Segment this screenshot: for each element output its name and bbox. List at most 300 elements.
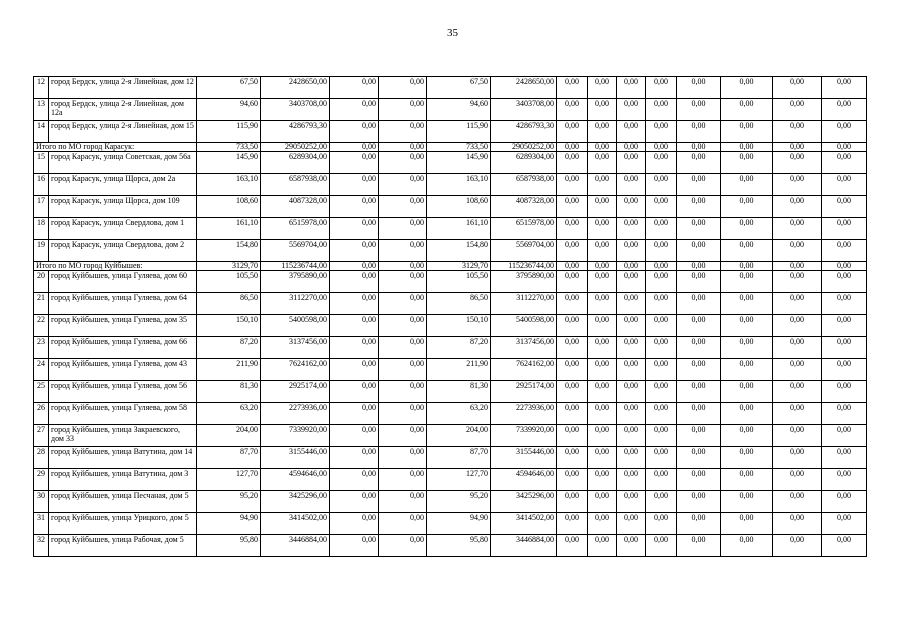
value-cell: 81,30 xyxy=(197,381,261,403)
address-cell: город Куйбышев, улица Гуляева, дом 35 xyxy=(49,315,197,337)
value-cell: 0,00 xyxy=(646,271,677,293)
value-cell: 3414502,00 xyxy=(261,513,330,535)
value-cell: 105,50 xyxy=(197,271,261,293)
value-cell: 0,00 xyxy=(773,271,822,293)
value-cell: 0,00 xyxy=(557,403,588,425)
value-cell: 0,00 xyxy=(773,152,822,174)
value-cell: 0,00 xyxy=(617,315,646,337)
value-cell: 0,00 xyxy=(557,271,588,293)
value-cell: 127,70 xyxy=(197,469,261,491)
value-cell: 0,00 xyxy=(588,218,617,240)
value-cell: 0,00 xyxy=(588,271,617,293)
value-cell: 2925174,00 xyxy=(261,381,330,403)
value-cell: 95,20 xyxy=(197,491,261,513)
value-cell: 0,00 xyxy=(379,403,427,425)
row-number: 32 xyxy=(34,535,49,557)
value-cell: 87,70 xyxy=(197,447,261,469)
value-cell: 0,00 xyxy=(773,469,822,491)
address-cell: город Карасук, улица Советская, дом 56а xyxy=(49,152,197,174)
value-cell: 0,00 xyxy=(557,513,588,535)
value-cell: 0,00 xyxy=(330,99,379,121)
value-cell: 7339920,00 xyxy=(491,425,557,447)
value-cell: 0,00 xyxy=(677,469,721,491)
value-cell: 0,00 xyxy=(721,262,773,271)
value-cell: 0,00 xyxy=(617,174,646,196)
value-cell: 3403708,00 xyxy=(491,99,557,121)
value-cell: 0,00 xyxy=(557,77,588,99)
value-cell: 0,00 xyxy=(646,99,677,121)
value-cell: 161,10 xyxy=(427,218,491,240)
value-cell: 0,00 xyxy=(721,240,773,262)
value-cell: 0,00 xyxy=(646,403,677,425)
value-cell: 115236744,00 xyxy=(491,262,557,271)
value-cell: 0,00 xyxy=(588,535,617,557)
value-cell: 0,00 xyxy=(646,121,677,143)
table-row xyxy=(34,535,867,557)
value-cell: 0,00 xyxy=(379,293,427,315)
value-cell: 0,00 xyxy=(617,403,646,425)
value-cell: 0,00 xyxy=(677,491,721,513)
row-number: 27 xyxy=(34,425,49,447)
value-cell: 0,00 xyxy=(330,240,379,262)
value-cell: 0,00 xyxy=(822,99,867,121)
row-number: 12 xyxy=(34,77,49,99)
value-cell: 2273936,00 xyxy=(491,403,557,425)
value-cell: 0,00 xyxy=(617,271,646,293)
address-cell: город Куйбышев, улица Гуляева, дом 56 xyxy=(49,381,197,403)
value-cell: 0,00 xyxy=(617,218,646,240)
value-cell: 0,00 xyxy=(721,174,773,196)
value-cell: 0,00 xyxy=(721,513,773,535)
value-cell: 63,20 xyxy=(427,403,491,425)
value-cell: 0,00 xyxy=(677,513,721,535)
value-cell: 0,00 xyxy=(379,447,427,469)
value-cell: 0,00 xyxy=(617,152,646,174)
value-cell: 3403708,00 xyxy=(261,99,330,121)
address-cell: город Карасук, улица Свердлова, дом 2 xyxy=(49,240,197,262)
value-cell: 0,00 xyxy=(773,262,822,271)
value-cell: 0,00 xyxy=(379,99,427,121)
value-cell: 6587938,00 xyxy=(491,174,557,196)
value-cell: 0,00 xyxy=(677,218,721,240)
value-cell: 0,00 xyxy=(822,196,867,218)
value-cell: 0,00 xyxy=(617,469,646,491)
value-cell: 0,00 xyxy=(330,121,379,143)
value-cell: 0,00 xyxy=(588,174,617,196)
total-label: Итого по МО город Карасук: xyxy=(34,143,197,152)
value-cell: 0,00 xyxy=(330,152,379,174)
value-cell: 0,00 xyxy=(646,535,677,557)
value-cell: 0,00 xyxy=(646,315,677,337)
value-cell: 4594646,00 xyxy=(491,469,557,491)
value-cell: 0,00 xyxy=(677,99,721,121)
value-cell: 0,00 xyxy=(557,196,588,218)
value-cell: 0,00 xyxy=(677,315,721,337)
total-label: Итого по МО город Куйбышев: xyxy=(34,262,197,271)
value-cell: 0,00 xyxy=(557,240,588,262)
value-cell: 2273936,00 xyxy=(261,403,330,425)
table-row xyxy=(34,403,867,425)
value-cell: 0,00 xyxy=(646,77,677,99)
row-number: 24 xyxy=(34,359,49,381)
value-cell: 0,00 xyxy=(721,447,773,469)
value-cell: 0,00 xyxy=(773,240,822,262)
value-cell: 0,00 xyxy=(557,535,588,557)
value-cell: 0,00 xyxy=(773,425,822,447)
value-cell: 4594646,00 xyxy=(261,469,330,491)
address-cell: город Карасук, улица Щорса, дом 109 xyxy=(49,196,197,218)
value-cell: 3129,70 xyxy=(197,262,261,271)
value-cell: 0,00 xyxy=(646,381,677,403)
total-row xyxy=(34,262,867,271)
value-cell: 0,00 xyxy=(773,381,822,403)
value-cell: 0,00 xyxy=(617,535,646,557)
value-cell: 0,00 xyxy=(330,218,379,240)
value-cell: 63,20 xyxy=(197,403,261,425)
value-cell: 3414502,00 xyxy=(491,513,557,535)
table-row xyxy=(34,121,867,143)
value-cell: 0,00 xyxy=(379,152,427,174)
value-cell: 2428650,00 xyxy=(261,77,330,99)
value-cell: 0,00 xyxy=(822,77,867,99)
value-cell: 0,00 xyxy=(617,359,646,381)
value-cell: 0,00 xyxy=(822,359,867,381)
value-cell: 0,00 xyxy=(617,240,646,262)
row-number: 14 xyxy=(34,121,49,143)
value-cell: 0,00 xyxy=(557,293,588,315)
value-cell: 0,00 xyxy=(330,359,379,381)
value-cell: 0,00 xyxy=(773,293,822,315)
row-number: 31 xyxy=(34,513,49,535)
value-cell: 0,00 xyxy=(557,99,588,121)
value-cell: 0,00 xyxy=(677,447,721,469)
value-cell: 733,50 xyxy=(427,143,491,152)
row-number: 18 xyxy=(34,218,49,240)
value-cell: 0,00 xyxy=(379,513,427,535)
value-cell: 95,80 xyxy=(197,535,261,557)
value-cell: 0,00 xyxy=(646,262,677,271)
value-cell: 108,60 xyxy=(427,196,491,218)
value-cell: 0,00 xyxy=(721,535,773,557)
value-cell: 0,00 xyxy=(379,174,427,196)
value-cell: 0,00 xyxy=(822,271,867,293)
row-number: 16 xyxy=(34,174,49,196)
value-cell: 5569704,00 xyxy=(491,240,557,262)
value-cell: 0,00 xyxy=(588,315,617,337)
value-cell: 0,00 xyxy=(822,240,867,262)
value-cell: 7339920,00 xyxy=(261,425,330,447)
row-number: 29 xyxy=(34,469,49,491)
value-cell: 0,00 xyxy=(330,447,379,469)
value-cell: 150,10 xyxy=(427,315,491,337)
value-cell: 0,00 xyxy=(379,315,427,337)
row-number: 30 xyxy=(34,491,49,513)
value-cell: 0,00 xyxy=(617,143,646,152)
table-row xyxy=(34,271,867,293)
value-cell: 0,00 xyxy=(379,359,427,381)
value-cell: 0,00 xyxy=(557,491,588,513)
value-cell: 0,00 xyxy=(822,315,867,337)
row-number: 15 xyxy=(34,152,49,174)
value-cell: 0,00 xyxy=(379,491,427,513)
value-cell: 0,00 xyxy=(677,381,721,403)
value-cell: 0,00 xyxy=(588,513,617,535)
value-cell: 0,00 xyxy=(646,293,677,315)
value-cell: 0,00 xyxy=(557,143,588,152)
table-row xyxy=(34,447,867,469)
value-cell: 0,00 xyxy=(617,491,646,513)
value-cell: 0,00 xyxy=(646,143,677,152)
value-cell: 0,00 xyxy=(773,315,822,337)
value-cell: 0,00 xyxy=(773,403,822,425)
value-cell: 0,00 xyxy=(822,447,867,469)
value-cell: 0,00 xyxy=(330,337,379,359)
value-cell: 87,20 xyxy=(197,337,261,359)
value-cell: 67,50 xyxy=(427,77,491,99)
table-row xyxy=(34,359,867,381)
address-cell: город Куйбышев, улица Гуляева, дом 66 xyxy=(49,337,197,359)
value-cell: 0,00 xyxy=(721,77,773,99)
value-cell: 5400598,00 xyxy=(491,315,557,337)
value-cell: 145,90 xyxy=(427,152,491,174)
address-cell: город Куйбышев, улица Гуляева, дом 64 xyxy=(49,293,197,315)
value-cell: 0,00 xyxy=(773,174,822,196)
value-cell: 0,00 xyxy=(822,491,867,513)
row-number: 21 xyxy=(34,293,49,315)
value-cell: 0,00 xyxy=(721,491,773,513)
value-cell: 0,00 xyxy=(588,121,617,143)
address-cell: город Куйбышев, улица Ватутина, дом 3 xyxy=(49,469,197,491)
value-cell: 6515978,00 xyxy=(491,218,557,240)
address-cell: город Куйбышев, улица Гуляева, дом 43 xyxy=(49,359,197,381)
row-number: 20 xyxy=(34,271,49,293)
table-row xyxy=(34,174,867,196)
table-row xyxy=(34,293,867,315)
value-cell: 6515978,00 xyxy=(261,218,330,240)
value-cell: 0,00 xyxy=(822,337,867,359)
value-cell: 0,00 xyxy=(677,240,721,262)
value-cell: 94,90 xyxy=(197,513,261,535)
value-cell: 0,00 xyxy=(617,337,646,359)
table-row xyxy=(34,315,867,337)
value-cell: 127,70 xyxy=(427,469,491,491)
address-cell: город Карасук, улица Свердлова, дом 1 xyxy=(49,218,197,240)
value-cell: 0,00 xyxy=(721,152,773,174)
value-cell: 0,00 xyxy=(557,469,588,491)
value-cell: 0,00 xyxy=(330,425,379,447)
value-cell: 0,00 xyxy=(379,425,427,447)
value-cell: 0,00 xyxy=(617,513,646,535)
value-cell: 0,00 xyxy=(588,152,617,174)
value-cell: 0,00 xyxy=(822,513,867,535)
value-cell: 7624162,00 xyxy=(491,359,557,381)
value-cell: 0,00 xyxy=(330,143,379,152)
row-number: 13 xyxy=(34,99,49,121)
value-cell: 0,00 xyxy=(646,469,677,491)
value-cell: 0,00 xyxy=(557,425,588,447)
value-cell: 3155446,00 xyxy=(261,447,330,469)
table-row xyxy=(34,337,867,359)
value-cell: 0,00 xyxy=(822,381,867,403)
value-cell: 0,00 xyxy=(330,262,379,271)
value-cell: 0,00 xyxy=(379,381,427,403)
value-cell: 0,00 xyxy=(773,359,822,381)
value-cell: 3112270,00 xyxy=(491,293,557,315)
value-cell: 0,00 xyxy=(557,447,588,469)
value-cell: 0,00 xyxy=(773,535,822,557)
value-cell: 0,00 xyxy=(588,403,617,425)
value-cell: 5400598,00 xyxy=(261,315,330,337)
row-number: 17 xyxy=(34,196,49,218)
value-cell: 0,00 xyxy=(822,469,867,491)
value-cell: 0,00 xyxy=(379,337,427,359)
value-cell: 150,10 xyxy=(197,315,261,337)
value-cell: 7624162,00 xyxy=(261,359,330,381)
value-cell: 0,00 xyxy=(721,425,773,447)
value-cell: 161,10 xyxy=(197,218,261,240)
value-cell: 0,00 xyxy=(588,359,617,381)
value-cell: 0,00 xyxy=(330,77,379,99)
value-cell: 5569704,00 xyxy=(261,240,330,262)
address-cell: город Куйбышев, улица Рабочая, дом 5 xyxy=(49,535,197,557)
value-cell: 0,00 xyxy=(773,196,822,218)
value-cell: 3137456,00 xyxy=(491,337,557,359)
value-cell: 0,00 xyxy=(557,152,588,174)
value-cell: 0,00 xyxy=(557,359,588,381)
value-cell: 0,00 xyxy=(773,143,822,152)
value-cell: 0,00 xyxy=(588,425,617,447)
value-cell: 0,00 xyxy=(617,425,646,447)
address-cell: город Куйбышев, улица Гуляева, дом 58 xyxy=(49,403,197,425)
value-cell: 204,00 xyxy=(197,425,261,447)
value-cell: 0,00 xyxy=(588,293,617,315)
value-cell: 0,00 xyxy=(588,262,617,271)
value-cell: 0,00 xyxy=(721,196,773,218)
value-cell: 0,00 xyxy=(557,315,588,337)
value-cell: 0,00 xyxy=(588,77,617,99)
value-cell: 0,00 xyxy=(617,196,646,218)
value-cell: 0,00 xyxy=(330,315,379,337)
value-cell: 0,00 xyxy=(646,152,677,174)
table-row xyxy=(34,240,867,262)
value-cell: 115,90 xyxy=(197,121,261,143)
value-cell: 0,00 xyxy=(646,359,677,381)
value-cell: 0,00 xyxy=(379,240,427,262)
value-cell: 211,90 xyxy=(427,359,491,381)
value-cell: 0,00 xyxy=(646,218,677,240)
value-cell: 0,00 xyxy=(330,535,379,557)
value-cell: 0,00 xyxy=(646,240,677,262)
value-cell: 95,20 xyxy=(427,491,491,513)
value-cell: 0,00 xyxy=(588,447,617,469)
address-cell: город Бердск, улица 2-я Линейная, дом 12 xyxy=(49,77,197,99)
value-cell: 0,00 xyxy=(721,359,773,381)
value-cell: 0,00 xyxy=(822,121,867,143)
value-cell: 0,00 xyxy=(646,491,677,513)
value-cell: 0,00 xyxy=(721,315,773,337)
address-cell: город Куйбышев, улица Урицкого, дом 5 xyxy=(49,513,197,535)
value-cell: 0,00 xyxy=(330,271,379,293)
value-cell: 0,00 xyxy=(822,293,867,315)
address-cell: город Куйбышев, улица Песчаная, дом 5 xyxy=(49,491,197,513)
value-cell: 0,00 xyxy=(677,425,721,447)
row-number: 23 xyxy=(34,337,49,359)
value-cell: 6289304,00 xyxy=(491,152,557,174)
row-number: 22 xyxy=(34,315,49,337)
value-cell: 0,00 xyxy=(330,174,379,196)
value-cell: 0,00 xyxy=(677,196,721,218)
value-cell: 0,00 xyxy=(677,77,721,99)
value-cell: 87,20 xyxy=(427,337,491,359)
value-cell: 3795890,00 xyxy=(261,271,330,293)
value-cell: 0,00 xyxy=(617,121,646,143)
value-cell: 0,00 xyxy=(330,293,379,315)
value-cell: 0,00 xyxy=(379,196,427,218)
value-cell: 3425296,00 xyxy=(261,491,330,513)
value-cell: 0,00 xyxy=(677,337,721,359)
value-cell: 0,00 xyxy=(773,121,822,143)
table-row xyxy=(34,77,867,99)
value-cell: 0,00 xyxy=(617,262,646,271)
value-cell: 3112270,00 xyxy=(261,293,330,315)
value-cell: 0,00 xyxy=(379,535,427,557)
buildings-table xyxy=(33,76,867,557)
value-cell: 115236744,00 xyxy=(261,262,330,271)
value-cell: 0,00 xyxy=(646,447,677,469)
value-cell: 0,00 xyxy=(721,403,773,425)
address-cell: город Куйбышев, улица Гуляева, дом 60 xyxy=(49,271,197,293)
value-cell: 0,00 xyxy=(721,271,773,293)
value-cell: 0,00 xyxy=(822,218,867,240)
value-cell: 2925174,00 xyxy=(491,381,557,403)
value-cell: 0,00 xyxy=(773,513,822,535)
table-row xyxy=(34,469,867,491)
value-cell: 0,00 xyxy=(773,77,822,99)
value-cell: 0,00 xyxy=(721,99,773,121)
value-cell: 0,00 xyxy=(721,293,773,315)
total-row xyxy=(34,143,867,152)
value-cell: 0,00 xyxy=(677,293,721,315)
value-cell: 0,00 xyxy=(588,99,617,121)
value-cell: 0,00 xyxy=(330,196,379,218)
table-row xyxy=(34,491,867,513)
value-cell: 81,30 xyxy=(427,381,491,403)
address-cell: город Бердск, улица 2-я Линейная, дом 12а xyxy=(49,99,197,121)
value-cell: 0,00 xyxy=(330,403,379,425)
value-cell: 0,00 xyxy=(822,143,867,152)
table-row xyxy=(34,381,867,403)
value-cell: 6587938,00 xyxy=(261,174,330,196)
table-row xyxy=(34,218,867,240)
value-cell: 86,50 xyxy=(427,293,491,315)
value-cell: 0,00 xyxy=(557,121,588,143)
value-cell: 0,00 xyxy=(588,240,617,262)
value-cell: 0,00 xyxy=(557,262,588,271)
value-cell: 94,60 xyxy=(197,99,261,121)
value-cell: 3129,70 xyxy=(427,262,491,271)
value-cell: 87,70 xyxy=(427,447,491,469)
value-cell: 0,00 xyxy=(557,381,588,403)
value-cell: 94,90 xyxy=(427,513,491,535)
value-cell: 0,00 xyxy=(721,381,773,403)
value-cell: 115,90 xyxy=(427,121,491,143)
value-cell: 3446884,00 xyxy=(491,535,557,557)
value-cell: 29050252,00 xyxy=(491,143,557,152)
value-cell: 0,00 xyxy=(773,447,822,469)
value-cell: 0,00 xyxy=(330,513,379,535)
value-cell: 0,00 xyxy=(617,381,646,403)
value-cell: 0,00 xyxy=(646,425,677,447)
